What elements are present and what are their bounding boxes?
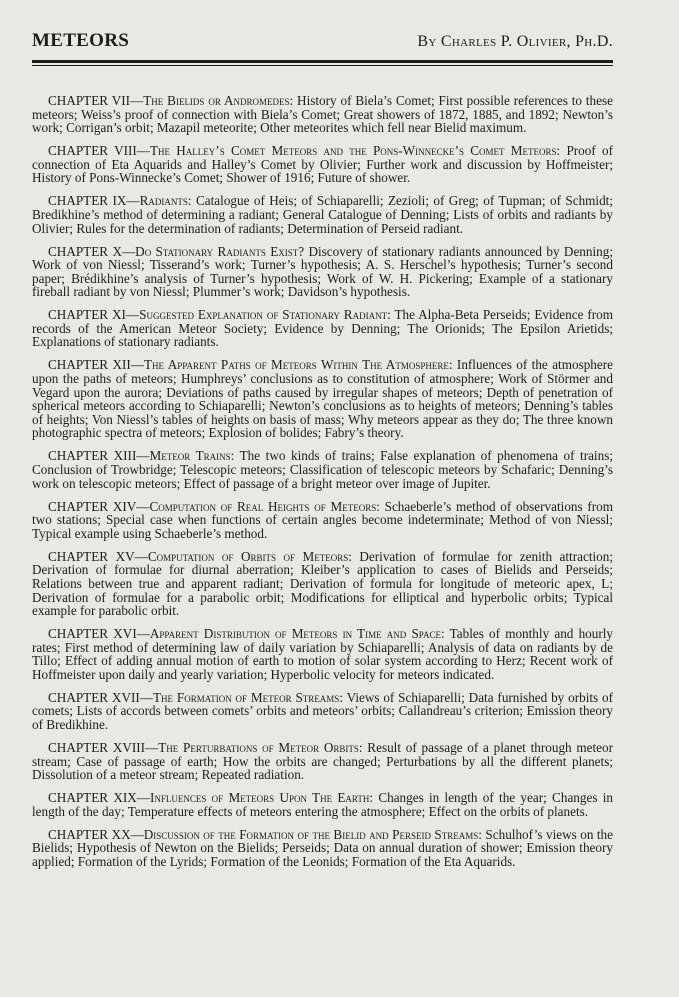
chapter-subject: The Formation of Meteor Streams bbox=[152, 689, 340, 705]
chapter-label: CHAPTER XVII— bbox=[48, 689, 153, 705]
book-title: METEORS bbox=[32, 30, 130, 51]
chapter-entry bbox=[32, 94, 613, 135]
chapter-label: CHAPTER IX— bbox=[48, 193, 140, 209]
chapter-subject: Computation of Real Heights of Meteors bbox=[149, 498, 377, 514]
chapter-summary: : Influences of the atmosphere upon the paths of meteors; Humphreys’ conclusions as to constitution of atmosphere; Work of Störmer and Vegard upon the aurora; Deviations of paths caused by irregular shapes of meteors; Depth of penetration of spherical meteors according to Schiaparelli; Newton’s conclusions as to heights of meteors; Denning’s tables of heights; Von Niessl’s tables of heights on basis of mass; Why meteors appear as they do; The three known photographic spectra of meteors; Explosion of bolides; Fabry’s theory. bbox=[32, 357, 613, 441]
chapter-entry bbox=[32, 358, 613, 440]
chapter-summary: : Views of Schiaparelli; Data furnished by orbits of comets; Lists of accords between comets’ orbits and meteors’ orbits; Callandreau’s criterion; Emission theory of Bredikhine. bbox=[32, 689, 613, 733]
chapter-summary: : The Alpha-Beta Perseids; Evidence from records of the American Meteor Society; Evidence by Denning; The Orionids; The Epsilon Arietids; Explanations of stationary radiants. bbox=[32, 307, 613, 350]
chapter-label: CHAPTER XVI— bbox=[48, 626, 150, 642]
chapter-label: CHAPTER XX— bbox=[48, 826, 144, 842]
chapter-label: CHAPTER XII— bbox=[48, 357, 144, 373]
chapter-entry bbox=[32, 500, 613, 541]
chapter-summary: : The two kinds of trains; False explanation of phenomena of trains; Conclusion of Trowbridge; Telescopic meteors; Classification of telescopic meteors by Schafaric; Denning’s work on telescopic meteors; Effect of passage of a bright meteor over image of Jupiter. bbox=[32, 448, 613, 491]
chapter-entry bbox=[32, 449, 613, 490]
chapter-subject: Meteor Trains bbox=[149, 448, 231, 464]
chapter-subject: Do Stationary Radiants Exist? bbox=[135, 243, 305, 259]
chapter-label: CHAPTER XV— bbox=[48, 548, 148, 564]
chapter-subject: The Perturbations of Meteor Orbits bbox=[158, 740, 359, 756]
chapter-entry bbox=[32, 828, 613, 869]
chapter-label: CHAPTER XI— bbox=[48, 307, 140, 323]
chapter-list bbox=[32, 94, 613, 869]
chapter-entry bbox=[32, 741, 613, 782]
chapter-label: CHAPTER VIII— bbox=[48, 143, 150, 159]
chapter-entry bbox=[32, 245, 613, 299]
chapter-entry bbox=[32, 627, 613, 681]
chapter-subject: Suggested Explanation of Stationary Radiant bbox=[139, 307, 388, 323]
chapter-label: CHAPTER VII— bbox=[48, 93, 144, 108]
chapter-summary: : Derivation of formulae for zenith attraction; Derivation of formulae for diurnal aberration; Kleiber’s application to cases of Bielids and Perseids; Relations between true and apparent radiant; Derivation of formula for longitude of meteoric apex, L; Derivation of formulae for a parabolic orbit; Modifications for elliptical and hyperbolic orbits; Typical example for parabolic orbit. bbox=[32, 548, 614, 619]
chapter-label: CHAPTER XIX— bbox=[48, 790, 150, 806]
chapter-subject: Computation of Orbits of Meteors bbox=[147, 548, 349, 564]
chapter-label: CHAPTER XIV— bbox=[48, 498, 150, 514]
chapter-summary: : Tables of monthly and hourly rates; First method of determining law of daily variation by Schiaparelli; Analysis of data on radiants by de Tillo; Effect of adding annual motion of earth to motion of solar system according to Herz; Recent work of Hoffmeister upon daily and yearly variation; Hyperbolic velocity for meteors indicated. bbox=[32, 626, 614, 682]
chapter-summary: : Schulhof’s views on the Bielids; Hypothesis of Newton on the Bielids; Perseids; Data on annual duration of shower; Emission theory applied; Formation of the Lyrids; Formation of the Leonids; Formation of the Eta Aquarids. bbox=[32, 826, 613, 869]
chapter-summary: : Changes in length of the year; Changes in length of the day; Temperature effects of meteors entering the atmosphere; Effect on the orbits of planets. bbox=[32, 790, 614, 819]
chapter-entry bbox=[32, 791, 613, 818]
chapter-subject: Discussion of the Formation of the Bielid and Perseid Streams bbox=[143, 826, 479, 842]
chapter-summary: : History of Biela’s Comet; First possible references to these meteors; Weiss’s proof of connection with Biela’s Comet; Great showers of 1872, 1885, and 1892; Newton’s work; Corrigan’s orbit; Mazapil meteorite; Other meteorites which fell near Bielid maximum. bbox=[32, 93, 613, 136]
chapter-label: CHAPTER X— bbox=[48, 243, 136, 259]
header-rule-thin bbox=[32, 65, 613, 66]
chapter-subject: Influences of Meteors Upon The Earth bbox=[150, 790, 370, 806]
chapter-entry bbox=[32, 550, 613, 618]
chapter-entry bbox=[32, 194, 613, 235]
chapter-summary: : Proof of connection of Eta Aquarids and Halley’s Comet by Olivier; Further work and discussion by Hoffmeister; History of Pons-Winnecke’s Comet; Shower of 1916; Future of shower. bbox=[32, 143, 613, 186]
chapter-subject: The Bielids or Andromedes bbox=[143, 93, 290, 108]
chapter-label: CHAPTER XVIII— bbox=[48, 740, 159, 756]
chapter-entry bbox=[32, 144, 613, 185]
chapter-label: CHAPTER XIII— bbox=[48, 448, 150, 464]
chapter-subject: The Apparent Paths of Meteors Within The Atmosphere bbox=[144, 357, 449, 373]
running-header bbox=[32, 30, 613, 58]
header-rule-thick bbox=[32, 60, 613, 63]
chapter-summary: : Catalogue of Heis; of Schiaparelli; Zezioli; of Greg; of Tupman; of Schmidt; Bredikhine’s method of determining a radiant; General Catalogue of Denning; Lists of orbits and radiants by Olivier; Rules for the determination of radiants; Determination of Perseid radiant. bbox=[32, 193, 614, 236]
chapter-summary: Discovery of stationary radiants announced by Denning; Work of von Niessl; Tisserand’s work; Turner’s hypothesis; A. S. Herschel’s hypothesis; Turner’s second paper; Brédikhine’s analysis of Turner’s hypothesis; Work of W. H. Pickering; Example of a stationary fireball radiant by von Niessl; Plummer’s work; Davidson’s hypothesis. bbox=[32, 243, 613, 300]
chapter-summary: : Schaeberle’s method of observations from two stations; Special case when functions of certain angles become indeterminate; Method of von Niessl; Typical example using Schaeberle’s method. bbox=[32, 498, 613, 541]
chapter-entry bbox=[32, 308, 613, 349]
chapter-summary: : Result of passage of a planet through meteor stream; Case of passage of earth; How the orbits are changed; Perturbations by all the different planets; Dissolution of a meteor stream; Repeated radiation. bbox=[32, 740, 613, 783]
chapter-entry bbox=[32, 691, 613, 732]
chapter-subject: The Halley’s Comet Meteors and the Pons-Winnecke’s Comet Meteors bbox=[149, 143, 557, 159]
chapter-subject: Radiants bbox=[139, 193, 188, 209]
author-line: By Charles P. Olivier, Ph.D. bbox=[417, 33, 613, 50]
chapter-subject: Apparent Distribution of Meteors in Time and Space bbox=[149, 626, 441, 642]
